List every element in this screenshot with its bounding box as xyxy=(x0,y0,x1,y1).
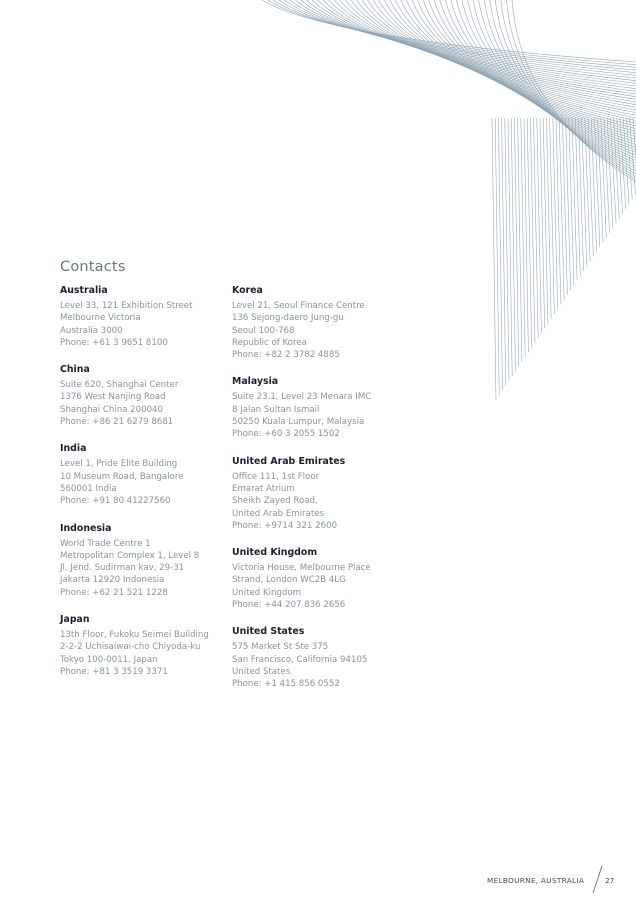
fan-strand xyxy=(588,118,593,257)
office-address-line: Tokyo 100-0011, Japan xyxy=(60,654,158,665)
office-address-line: Suite 620, Shanghai Center xyxy=(60,380,179,391)
fan-line xyxy=(512,0,636,182)
office-address-line: 50250 Kuala Lumpur, Malaysia xyxy=(232,417,365,428)
office-name: Korea xyxy=(232,285,263,296)
office-address-line: World Trade Centre 1 xyxy=(60,538,151,549)
office-phone: Phone: +60 3 2055 1502 xyxy=(232,429,340,440)
fan-line xyxy=(479,0,636,166)
fan-strand xyxy=(601,118,607,238)
page-number: 27 xyxy=(605,876,615,885)
fan-line xyxy=(384,0,636,121)
fan-strand xyxy=(530,118,535,343)
office-address-line: United Arab Emirates xyxy=(232,508,324,519)
office-address-line: Level 1, Pride Elite Building xyxy=(60,459,178,470)
office-phone: Phone: +44 207 836 2656 xyxy=(232,600,346,611)
office-india xyxy=(60,442,230,507)
fan-strand xyxy=(572,118,577,281)
office-name: United Kingdom xyxy=(232,547,318,559)
fan-strand xyxy=(492,118,496,400)
office-address-line: Jakarta 12920 Indonesia xyxy=(60,575,165,586)
fan-strand xyxy=(607,118,613,228)
fan-line xyxy=(390,0,636,123)
office-japan xyxy=(60,613,230,678)
fan-strand xyxy=(511,118,515,371)
fan-line xyxy=(301,0,636,81)
fan-strand xyxy=(585,118,590,261)
office-australia xyxy=(60,284,230,349)
office-united-states xyxy=(232,625,402,690)
office-address-line: Emarat Atrium xyxy=(232,483,295,494)
office-address-line: 13th Floor, Fukoku Seimei Building xyxy=(60,630,209,641)
fan-line xyxy=(423,0,636,139)
office-address-line: Jl. Jend. Sudirman kav, 29-31 xyxy=(60,563,185,574)
fan-strand xyxy=(521,118,525,357)
fan-strand xyxy=(630,118,636,195)
office-malaysia xyxy=(232,375,402,440)
fan-strand xyxy=(553,118,558,309)
fan-line xyxy=(395,0,636,126)
office-address-line: Office 111, 1st Floor xyxy=(232,471,320,482)
fan-line xyxy=(506,0,636,179)
fan-strand xyxy=(543,118,548,324)
office-address-line: 10 Museum Road, Bangalore xyxy=(60,471,184,482)
fan-line xyxy=(268,0,636,65)
office-phone: Phone: +1 415 856 0552 xyxy=(232,679,340,690)
office-address-line: Republic of Korea xyxy=(232,337,307,348)
fan-line xyxy=(462,0,636,158)
office-address-line: 8 Jalan Sultan Ismail xyxy=(232,404,320,415)
office-name: Australia xyxy=(60,285,108,296)
fan-strand xyxy=(594,118,599,247)
fan-line xyxy=(329,0,636,94)
office-phone: Phone: +81 3 3519 3371 xyxy=(60,666,168,677)
fan-line xyxy=(406,0,636,131)
fan-line xyxy=(440,0,636,147)
office-korea xyxy=(232,284,402,361)
fan-strand xyxy=(617,118,623,214)
fan-line xyxy=(468,0,636,161)
fan-line xyxy=(284,0,636,73)
fan-line xyxy=(501,0,636,177)
office-address-line: Australia 3000 xyxy=(60,325,123,336)
fan-line xyxy=(323,0,636,91)
fan-strand xyxy=(598,118,603,242)
fan-line xyxy=(262,0,636,62)
fan-strand xyxy=(626,118,632,199)
office-address-line: Level 21, Seoul Finance Centre xyxy=(232,301,365,311)
office-address-line: United States xyxy=(232,666,291,677)
fan-line xyxy=(490,0,636,171)
office-phone: Phone: +9714 321 2600 xyxy=(232,520,338,531)
fan-line xyxy=(318,0,636,89)
footer-divider-slash xyxy=(593,866,602,893)
fan-line xyxy=(418,0,636,137)
fan-strand xyxy=(508,118,512,376)
fan-line xyxy=(401,0,636,129)
office-address-line: Level 33, 121 Exhibition Street xyxy=(60,301,193,311)
fan-line xyxy=(340,0,636,99)
fan-strand xyxy=(550,118,555,314)
office-address-line: 136 Sejong-daero Jung-gu xyxy=(232,313,344,324)
office-phone: Phone: +91 80 41227560 xyxy=(60,496,171,507)
fan-strand xyxy=(591,118,596,252)
fan-line xyxy=(429,0,636,142)
fan-line xyxy=(379,0,636,118)
office-phone: Phone: +61 3 9651 8100 xyxy=(60,337,168,348)
fan-line xyxy=(434,0,636,145)
office-phone: Phone: +82 2 3782 4885 xyxy=(232,350,340,361)
office-united-arab-emirates xyxy=(232,455,402,532)
office-name: India xyxy=(60,443,87,455)
office-name: China xyxy=(60,364,90,376)
fan-strand xyxy=(540,118,545,328)
fan-strand xyxy=(518,118,522,362)
fan-strand xyxy=(498,118,502,390)
fan-line xyxy=(290,0,636,75)
office-phone: Phone: +62 21 521 1228 xyxy=(60,587,168,598)
office-address-line: 575 Market St Ste 375 xyxy=(232,642,329,653)
office-address-line: United Kingdom xyxy=(232,587,301,598)
fan-strand xyxy=(524,118,528,352)
fan-line xyxy=(362,0,636,110)
office-phone: Phone: +86 21 6279 8681 xyxy=(60,417,174,428)
fan-strand xyxy=(569,118,574,285)
office-address-line: 1376 West Nanjing Road xyxy=(60,392,166,403)
office-address-line: 2-2-2 Uchisaiwai-cho Chiyoda-ku xyxy=(60,642,201,653)
fan-strand xyxy=(623,118,629,204)
fan-strand xyxy=(575,118,580,276)
office-address-line: Sheikh Zayed Road, xyxy=(232,496,318,507)
office-address-line: Shanghai China 200040 xyxy=(60,404,163,415)
fan-line xyxy=(334,0,636,97)
fan-line xyxy=(295,0,636,78)
office-united-kingdom xyxy=(232,546,402,611)
office-name: Japan xyxy=(60,614,90,626)
fan-strand xyxy=(566,118,571,290)
office-address-line: Seoul 100-768 xyxy=(232,325,295,336)
fan-strand xyxy=(514,118,518,367)
fan-line xyxy=(451,0,636,153)
office-address-line: Victoria House, Melbourne Place xyxy=(232,563,371,574)
fan-line xyxy=(351,0,636,105)
contacts-left-column xyxy=(60,284,230,692)
fan-line xyxy=(412,0,636,134)
fan-line xyxy=(456,0,636,155)
fan-strand xyxy=(604,118,610,233)
fan-strand xyxy=(534,118,539,338)
fan-strand xyxy=(559,118,564,300)
fan-strand xyxy=(610,118,616,223)
fan-strand xyxy=(505,118,509,381)
contacts-right-column xyxy=(232,284,402,705)
office-address-line: Suite 23.1, Level 23 Menara IMC xyxy=(232,392,372,403)
fan-strand xyxy=(527,118,531,347)
office-address-line: Melbourne Victoria xyxy=(60,313,141,324)
fan-line xyxy=(495,0,636,174)
fan-strand xyxy=(502,118,506,386)
fan-line xyxy=(312,0,636,86)
fan-line xyxy=(368,0,636,113)
fan-line xyxy=(345,0,636,102)
office-name: United States xyxy=(232,626,305,638)
office-address-line: Strand, London WC2B 4LG xyxy=(232,575,346,586)
office-name: Indonesia xyxy=(60,522,112,534)
fan-line xyxy=(445,0,636,150)
office-address-line: 560001 India xyxy=(60,483,117,494)
office-address-line: San Francisco, California 94105 xyxy=(232,654,368,665)
fan-strand xyxy=(495,118,499,395)
fan-line xyxy=(273,0,636,67)
fan-strand xyxy=(556,118,561,304)
office-indonesia xyxy=(60,522,230,599)
office-china xyxy=(60,363,230,428)
footer-location: MELBOURNE, AUSTRALIA xyxy=(487,876,585,885)
fan-line xyxy=(473,0,636,163)
fan-line xyxy=(484,0,636,169)
fan-strand xyxy=(614,118,620,218)
fan-line xyxy=(373,0,636,115)
contacts-title: Contacts xyxy=(60,259,126,275)
office-name: Malaysia xyxy=(232,376,279,388)
fan-strand xyxy=(578,118,583,271)
fan-strand xyxy=(582,118,587,266)
fan-line xyxy=(279,0,636,70)
office-address-line: Metropolitan Complex 1, Level 8 xyxy=(60,550,200,561)
fan-line xyxy=(356,0,636,107)
fan-line xyxy=(306,0,636,83)
office-name: United Arab Emirates xyxy=(232,455,346,467)
fan-strand xyxy=(546,118,551,319)
fan-strand xyxy=(537,118,542,333)
fan-strand xyxy=(562,118,567,295)
fan-strand xyxy=(620,118,626,209)
